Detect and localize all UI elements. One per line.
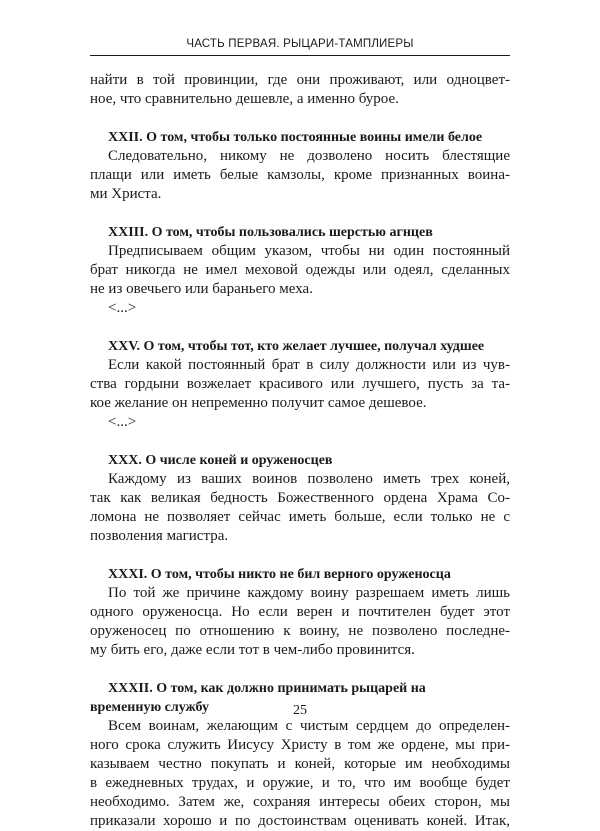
paragraph-line: необходимо. Затем же, сохраняя интересы обеих сторон, мы xyxy=(90,794,510,810)
paragraph-line: ломона не позволяет сейчас иметь больше, если только не с xyxy=(90,509,510,525)
omission-mark: <...> xyxy=(108,414,137,430)
section-heading: XXIII. О том, чтобы пользовались шерстью агнцев xyxy=(108,225,433,240)
paragraph-line: ства гордыни возжелает красивого или лучшего, пусть за та- xyxy=(90,376,510,392)
section-heading: XXXI. О том, чтобы никто не бил верного оруженосца xyxy=(108,567,451,582)
header-rule xyxy=(90,55,510,56)
paragraph-line: ного срока служить Иисусу Христу в том же ордене, мы при- xyxy=(90,737,510,753)
paragraph-line: казываем честно покупать и коней, которые им необходимы xyxy=(90,756,510,772)
paragraph-line: приказали хорошо и по достоинствам оценивать коней. Итак, xyxy=(90,813,510,829)
paragraph-line: Следовательно, никому не дозволено носить блестящие xyxy=(108,148,510,164)
page-number: 25 xyxy=(293,703,307,718)
paragraph-line: так как великая бедность Божественного ордена Храма Со- xyxy=(90,490,510,506)
paragraph-line: ми Христа. xyxy=(90,186,162,202)
paragraph-line: Предписываем общим указом, чтобы ни один постоянный xyxy=(108,243,510,259)
paragraph-line: брат никогда не имел меховой одежды или одеял, сделанных xyxy=(90,262,510,278)
paragraph-line: найти в той провинции, где они проживают, или одноцвет- xyxy=(90,72,510,88)
paragraph-line: не из овечьего или бараньего меха. xyxy=(90,281,313,297)
paragraph-line: му бить его, даже если тот в чем-либо провинится. xyxy=(90,642,415,658)
paragraph-line: Каждому из ваших воинов позволено иметь трех коней, xyxy=(108,471,510,487)
paragraph-line: По той же причине каждому воину разрешаем иметь лишь xyxy=(108,585,510,601)
omission-mark: <...> xyxy=(108,300,137,316)
paragraph-line: кое желание он непременно получит самое дешевое. xyxy=(90,395,427,411)
section-heading: XXX. О числе коней и оруженосцев xyxy=(108,453,333,468)
paragraph-line: Всем воинам, желающим с чистым сердцем до определен- xyxy=(108,718,510,734)
paragraph-line: оруженосец по отношению к воину, не позволено последне- xyxy=(90,623,510,639)
section-heading-continuation: временную службу xyxy=(90,700,209,715)
section-heading: XXXII. О том, как должно принимать рыцарей на xyxy=(108,681,426,696)
paragraph-line: одного оруженосца. Но если верен и почтителен будет этот xyxy=(90,604,510,620)
section-heading: XXV. О том, чтобы тот, кто желает лучшее, получал худшее xyxy=(108,339,485,354)
paragraph-line: Если какой постоянный брат в силу должности или из чув- xyxy=(108,357,510,373)
paragraph-line: плащи или иметь белые камзолы, кроме признанных воина- xyxy=(90,167,510,183)
running-header: ЧАСТЬ ПЕРВАЯ. РЫЦАРИ-ТАМПЛИЕРЫ xyxy=(186,38,414,50)
paragraph-line: ное, что сравнительно дешевле, а именно бурое. xyxy=(90,91,399,107)
paragraph-line: в ежедневных трудах, и оружие, и то, что им вообще будет xyxy=(90,775,510,791)
paragraph-line: позволения магистра. xyxy=(90,528,229,544)
section-heading: XXII. О том, чтобы только постоянные воины имели белое xyxy=(108,130,483,145)
